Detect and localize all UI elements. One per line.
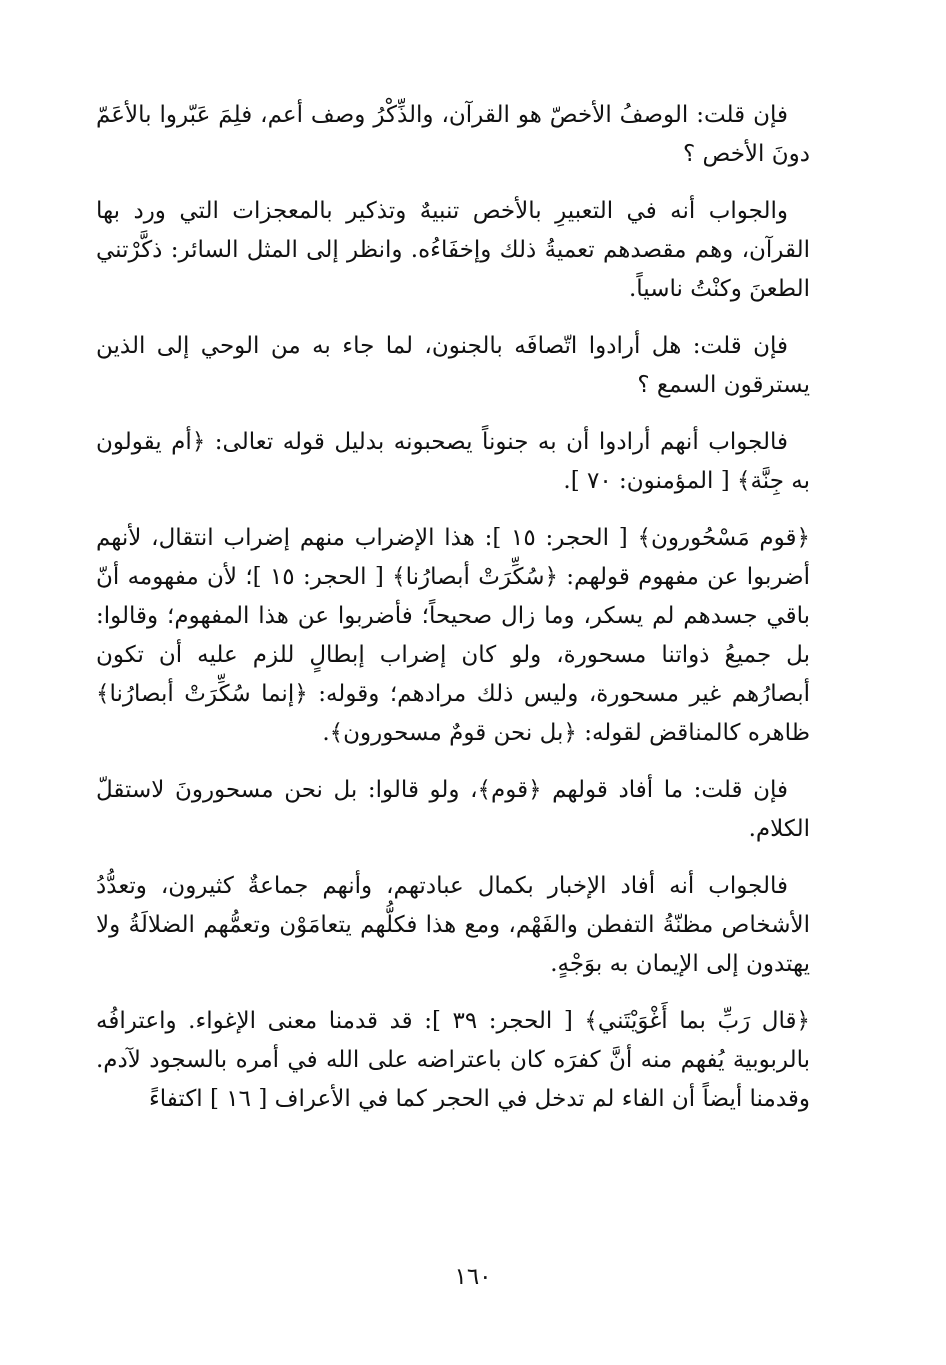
- paragraph-1: فإن قلت: الوصفُ الأخصّ هو القرآن، والذِّكْرُ وصف أعم، فلِمَ عَبّروا بالأعَمّ دونَ الأخص ؟: [96, 102, 810, 167]
- paragraph-7: فالجواب أنه أفاد الإخبار بكمال عبادتهم، وأنهم جماعةٌ كثيرون، وتعدُّدُ الأشخاص مظنّةُ التفطن والفَهْم، ومع هذا فكلُّهم يتعامَوْن وتعمُّهم الضلالَةُ ولا يهتدون إلى الإيمان به بوَجْهٍ.: [96, 873, 810, 977]
- paragraph-4: فالجواب أنهم أرادوا أن به جنوناً يصحبونه بدليل قوله تعالى: ﴿أم يقولون به جِنَّة﴾ [ المؤمنون: ٧٠ ].: [96, 429, 810, 494]
- page-number: ١٦٠: [454, 1264, 492, 1290]
- paragraph-8: ﴿قال رَبِّ بما أَغْوَيْتَني﴾ [ الحجر: ٣٩ ]: قد قدمنا معنى الإغواء. واعترافُه بالربوبية يُفهم منه أنَّ كفرَه كان باعتراضه على الله في أمره بالسجود لآدم. وقدمنا أيضاً أن الفاء لم تدخل في الحجر كما في الأعراف [ ١٦ ] اكتفاءً: [96, 1008, 810, 1112]
- page-body: [96, 96, 810, 1137]
- paragraph-3: فإن قلت: هل أرادوا اتّصافَه بالجنون، لما جاء به من الوحي إلى الذين يسترقون السمع ؟: [96, 333, 810, 398]
- paragraph-2: والجواب أنه في التعبيرِ بالأخص تنبيهٌ وتذكير بالمعجزات التي ورد بها القرآن، وهم مقصدهم تعميةُ ذلك وإخفَاءُه. وانظر إلى المثل السائر: ذكَّرْتني الطعنَ وكنْتُ ناسياً.: [96, 198, 810, 302]
- paragraph-5: ﴿قوم مَسْحُورون﴾ [ الحجر: ١٥ ]: هذا الإضراب منهم إضراب انتقال، لأنهم أضربوا عن مفهوم قولهم: ﴿سُكِّرَتْ أبصارُنا﴾ [ الحجر: ١٥ ]؛ لأن مفهومه أنّ باقي جسدهم لم يسكر، وما زال صحيحاً؛ فأضربوا عن هذا المفهوم؛ وقالوا: بل جميعُ ذواتنا مسحورة، ولو كان إضراب إبطالٍ للزم عليه أن تكون أبصارُهم غير مسحورة، وليس ذلك مرادهم؛ وقوله: ﴿إنما سُكِّرَتْ أبصارُنا﴾ ظاهره كالمناقض لقوله: ﴿بل نحن قومٌ مسحورون﴾.: [96, 525, 811, 746]
- paragraph-6: فإن قلت: ما أفاد قولهم ﴿قوم﴾، ولو قالوا: بل نحن مسحورونَ لاستقلّ الكلام.: [96, 777, 810, 842]
